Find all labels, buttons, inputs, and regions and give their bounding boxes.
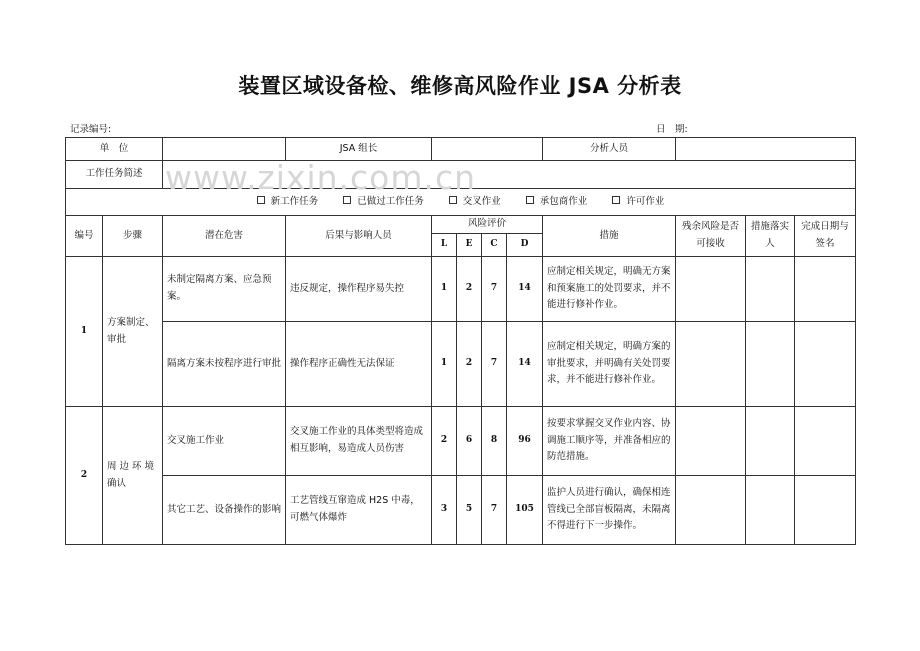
jsa-leader-field[interactable] <box>432 138 543 161</box>
record-number-label: 记录编号: <box>70 124 112 135</box>
analyst-label: 分析人员 <box>543 138 676 161</box>
risk-L: 3 <box>432 476 457 545</box>
risk-L: 1 <box>432 257 457 322</box>
consequence-cell: 违反规定，操作程序易失控 <box>286 257 432 322</box>
consequence-cell: 交叉施工作业的具体类型将造成相互影响，易造成人员伤害 <box>286 407 432 476</box>
residual-cell[interactable] <box>676 322 746 407</box>
analyst-field[interactable] <box>676 138 856 161</box>
table-row <box>66 476 856 545</box>
implementer-cell[interactable] <box>746 322 795 407</box>
hazard-cell: 未制定隔离方案、应急预案。 <box>163 257 286 322</box>
col-C: C <box>482 234 507 257</box>
checkbox-icon[interactable] <box>449 196 457 204</box>
col-E: E <box>457 234 482 257</box>
col-consequence: 后果与影响人员 <box>286 216 432 257</box>
residual-cell[interactable] <box>676 476 746 545</box>
risk-D: 14 <box>507 322 543 407</box>
measures-cell: 应制定相关规定，明确方案的审批要求，并明确有关处罚要求，并不能进行修补作业。 <box>543 322 676 407</box>
col-implementer: 措施落实人 <box>746 216 795 257</box>
risk-L: 1 <box>432 322 457 407</box>
measures-cell: 应制定相关规定，明确无方案和预案施工的处罚要求，并不能进行修补作业。 <box>543 257 676 322</box>
page-title: 装置区域设备检、维修高风险作业 JSA 分析表 <box>238 74 682 98</box>
task-type-option[interactable]: 承包商作业 <box>526 194 588 211</box>
risk-L: 2 <box>432 407 457 476</box>
measures-cell: 监护人员进行确认，确保相连管线已全部盲板隔离，未隔离不得进行下一步操作。 <box>543 476 676 545</box>
column-header-row <box>66 216 856 234</box>
risk-C: 7 <box>482 476 507 545</box>
consequence-cell: 工艺管线互窜造成 H2S 中毒，可燃气体爆炸 <box>286 476 432 545</box>
jsa-table <box>65 137 856 545</box>
header-row-task <box>66 161 856 189</box>
residual-cell[interactable] <box>676 407 746 476</box>
table-row <box>66 407 856 476</box>
hazard-cell: 隔离方案未按程序进行审批 <box>163 322 286 407</box>
checkbox-icon[interactable] <box>343 196 351 204</box>
implementer-cell[interactable] <box>746 257 795 322</box>
col-residual: 残余风险是否可接收 <box>676 216 746 257</box>
row-number: 2 <box>66 407 103 545</box>
col-D: D <box>507 234 543 257</box>
completion-cell[interactable] <box>795 476 856 545</box>
date-label: 日 期: <box>656 124 688 135</box>
risk-D: 14 <box>507 257 543 322</box>
unit-label: 单 位 <box>66 138 163 161</box>
completion-cell[interactable] <box>795 322 856 407</box>
col-completion: 完成日期与签名 <box>795 216 856 257</box>
task-desc-field[interactable] <box>163 161 856 189</box>
task-type-option[interactable]: 已做过工作任务 <box>343 194 424 211</box>
measures-cell: 按要求掌握交叉作业内容、协调施工顺序等，并准备相应的防范措施。 <box>543 407 676 476</box>
hazard-cell: 交叉施工作业 <box>163 407 286 476</box>
unit-field[interactable] <box>163 138 286 161</box>
residual-cell[interactable] <box>676 257 746 322</box>
checkbox-icon[interactable] <box>257 196 265 204</box>
risk-E: 2 <box>457 322 482 407</box>
task-type-option[interactable]: 交叉作业 <box>449 194 501 211</box>
risk-E: 5 <box>457 476 482 545</box>
completion-cell[interactable] <box>795 257 856 322</box>
risk-C: 7 <box>482 322 507 407</box>
checkbox-icon[interactable] <box>526 196 534 204</box>
risk-D: 96 <box>507 407 543 476</box>
table-row <box>66 257 856 322</box>
col-no: 编号 <box>66 216 103 257</box>
implementer-cell[interactable] <box>746 476 795 545</box>
hazard-cell: 其它工艺、设备操作的影响 <box>163 476 286 545</box>
row-number: 1 <box>66 257 103 407</box>
risk-C: 7 <box>482 257 507 322</box>
risk-E: 6 <box>457 407 482 476</box>
col-step: 步骤 <box>103 216 163 257</box>
risk-C: 8 <box>482 407 507 476</box>
col-measures: 措施 <box>543 216 676 257</box>
implementer-cell[interactable] <box>746 407 795 476</box>
task-type-option[interactable]: 新工作任务 <box>257 194 319 211</box>
jsa-leader-label: JSA 组长 <box>286 138 432 161</box>
task-type-option[interactable]: 许可作业 <box>612 194 664 211</box>
step-cell: 周 边 环 境 确认 <box>103 407 163 545</box>
col-L: L <box>432 234 457 257</box>
risk-D: 105 <box>507 476 543 545</box>
task-desc-label: 工作任务简述 <box>66 161 163 189</box>
checkbox-icon[interactable] <box>612 196 620 204</box>
col-risk-eval: 风险评价 <box>432 216 543 234</box>
task-type-options <box>66 189 856 216</box>
watermark: www.zixin.com.cn <box>165 158 477 197</box>
header-row-unit <box>66 138 856 161</box>
risk-E: 2 <box>457 257 482 322</box>
task-type-row <box>66 189 856 216</box>
step-cell: 方案制定、审批 <box>103 257 163 407</box>
table-row <box>66 322 856 407</box>
completion-cell[interactable] <box>795 407 856 476</box>
col-hazard: 潜在危害 <box>163 216 286 257</box>
consequence-cell: 操作程序正确性无法保证 <box>286 322 432 407</box>
